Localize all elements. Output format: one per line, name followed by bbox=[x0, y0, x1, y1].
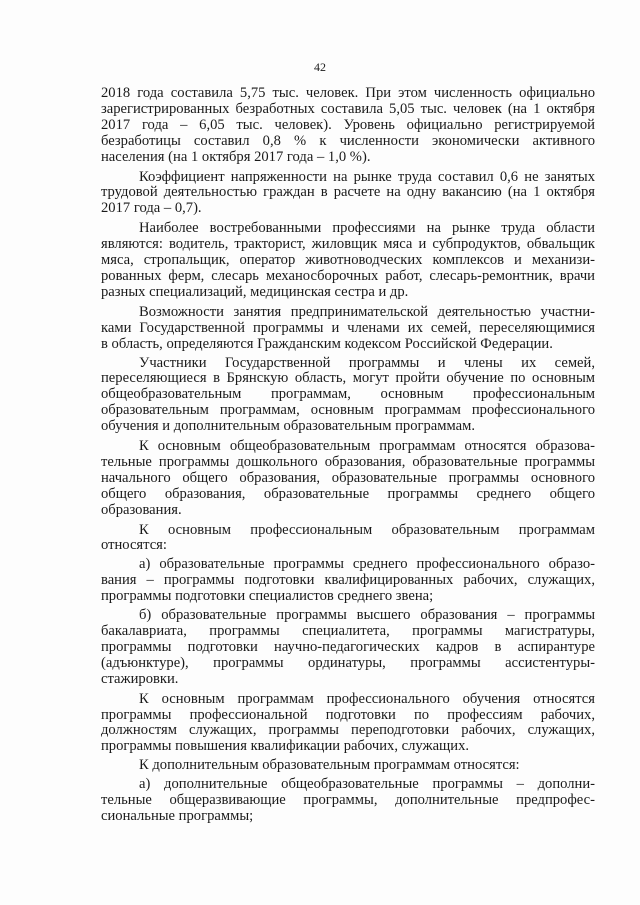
text-line: переселяющиеся в Брянскую область, могут пройти обучение по основным bbox=[101, 370, 595, 387]
text-line: разных специализаций, медицинская сестра и др. bbox=[101, 283, 409, 300]
text-line: зарегистрированных безработных составила 5,05 тыс. человек (на 1 октября bbox=[101, 100, 595, 117]
text-line: К основным общеобразовательным программам относятся образова- bbox=[139, 438, 595, 455]
text-line: (адъюнктуре), программы ординатуры, программы ассистентуры- bbox=[101, 654, 595, 671]
paragraph bbox=[101, 221, 595, 301]
text-line: рованных ферм, слесарь механосборочных работ, слесарь-ремонтник, врачи bbox=[101, 267, 595, 284]
text-line: стажировки. bbox=[101, 670, 179, 687]
paragraph bbox=[101, 523, 595, 555]
text-line: программы профессиональной подготовки по профессиям рабочих, bbox=[101, 706, 595, 723]
paragraph bbox=[101, 608, 595, 688]
text-line: сиональные программы; bbox=[101, 807, 254, 824]
text-line: программы повышения квалификации рабочих, служащих. bbox=[101, 738, 470, 755]
paragraph bbox=[101, 439, 595, 519]
document-body bbox=[101, 86, 595, 828]
text-line: К дополнительным образовательным программам относятся: bbox=[139, 757, 520, 774]
text-line: в область, определяются Гражданским кодексом Российской Федерации. bbox=[101, 335, 553, 352]
text-line: образования. bbox=[101, 501, 182, 518]
paragraph bbox=[101, 356, 595, 436]
paragraph bbox=[101, 86, 595, 166]
text-line: трудовой деятельностью граждан в расчете на одну вакансию (на 1 октября bbox=[101, 184, 595, 201]
text-line: являются: водитель, тракторист, жиловщик мяса и субпродуктов, обвальщик bbox=[101, 236, 595, 253]
text-line: Участники Государственной программы и члены их семей, bbox=[139, 354, 595, 371]
text-line: а) образовательные программы среднего профессионального образо- bbox=[139, 556, 595, 573]
text-line: вания – программы подготовки квалифицированных рабочих, служащих, bbox=[101, 572, 595, 589]
text-line: населения (на 1 октября 2017 года – 1,0 %). bbox=[101, 148, 371, 165]
text-line: общего образования, образовательные программы среднего общего bbox=[101, 485, 595, 502]
text-line: 2017 года – 6,05 тыс. человек). Уровень официально регистрируемой bbox=[101, 116, 595, 133]
page-number: 42 bbox=[314, 60, 326, 74]
paragraph bbox=[101, 777, 595, 825]
text-line: относятся: bbox=[101, 537, 167, 554]
text-line: безработицы составил 0,8 % к численности экономически активного bbox=[101, 132, 595, 149]
paragraph bbox=[101, 305, 595, 353]
paragraph bbox=[101, 170, 595, 218]
text-line: 2017 года – 0,7). bbox=[101, 200, 202, 217]
text-line: 2018 года составила 5,75 тыс. человек. При этом численность официально bbox=[101, 85, 595, 101]
text-line: общеобразовательным программам, основным профессиональным bbox=[101, 386, 595, 403]
text-line: образовательным программам, основным программам профессионального bbox=[101, 402, 595, 419]
paragraph bbox=[101, 758, 595, 774]
paragraph bbox=[101, 692, 595, 756]
text-line: ками Государственной программы и членами их семей, переселяющимися bbox=[101, 319, 595, 336]
text-line: б) образовательные программы высшего образования – программы bbox=[139, 607, 595, 624]
text-line: обучения и дополнительным образовательным программам. bbox=[101, 418, 476, 435]
text-line: тельные программы дошкольного образования, образовательные программы bbox=[101, 453, 595, 470]
text-line: Наиболее востребованными профессиями на рынке труда области bbox=[139, 220, 595, 237]
text-line: бакалавриата, программы специалитета, программы магистратуры, bbox=[101, 623, 595, 639]
text-line: мяса, стропальщик, оператор животноводческих комплексов и механизи- bbox=[101, 252, 595, 269]
text-line: а) дополнительные общеобразовательные программы – дополни- bbox=[139, 776, 595, 793]
text-line: Коэффициент напряженности на рынке труда составил 0,6 не занятых bbox=[139, 168, 595, 185]
text-line: К основным профессиональным образовательным программам bbox=[139, 521, 595, 538]
text-line: тельные общеразвивающие программы, дополнительные предпрофес- bbox=[101, 792, 595, 809]
text-line: программы подготовки научно-педагогических кадров в аспирантуре bbox=[101, 638, 595, 655]
text-line: начального общего образования, образовательные программы основного bbox=[101, 469, 595, 486]
paragraph bbox=[101, 557, 595, 605]
text-line: должностям служащих, программы переподготовки рабочих, служащих, bbox=[101, 722, 595, 739]
text-line: К основным программам профессионального обучения относятся bbox=[139, 690, 595, 707]
text-line: программы подготовки специалистов среднего звена; bbox=[101, 588, 434, 605]
text-line: Возможности занятия предпринимательской деятельностью участни- bbox=[139, 303, 595, 320]
